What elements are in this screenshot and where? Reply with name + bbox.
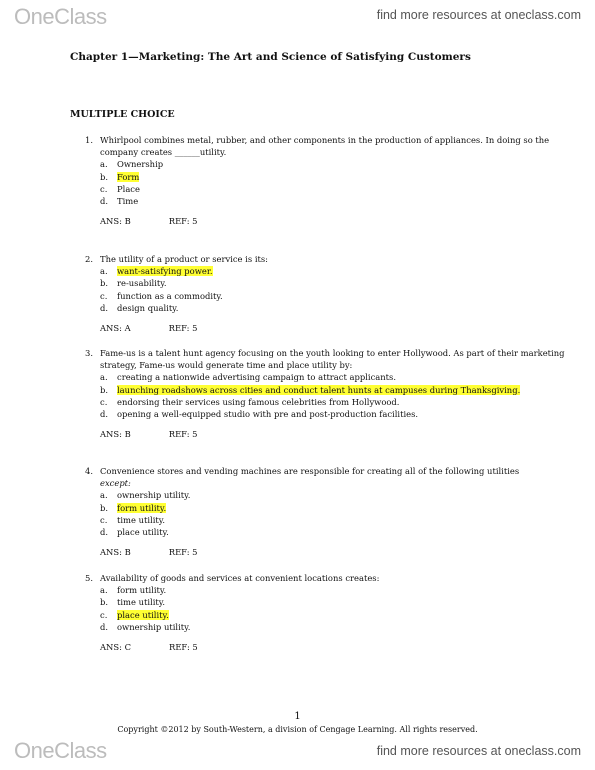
reference: REF: 5 (169, 642, 198, 653)
option-text: opening a well-equipped studio with pre and post-production facilities. (117, 409, 419, 420)
option-text-answer: want-satisfying power. (117, 266, 213, 277)
question-number: 1. (85, 135, 93, 145)
option-letter: c. (100, 183, 108, 194)
reference: REF: 5 (168, 429, 198, 440)
chapter-title: Chapter 1—Marketing: The Art and Science of Satisfying Customers (70, 51, 471, 63)
question-stem: Convenience stores and vending machines are responsible for creating all of the following utilities (100, 466, 520, 476)
option-text-answer: form utility. (117, 502, 167, 513)
option-text: endorsing their services using famous celebrities from Hollywood. (117, 396, 400, 407)
option-text: Ownership (117, 159, 164, 170)
top-bar (0, 0, 595, 30)
option-text: re-usability. (117, 278, 167, 289)
option-text: ownership utility. (117, 621, 191, 632)
option-letter: a. (100, 490, 108, 501)
option-letter: b. (100, 502, 109, 513)
option-text: ownership utility. (117, 490, 191, 501)
resources-link-footer[interactable]: find more resources at oneclass.com (376, 744, 581, 758)
option-letter: a. (100, 372, 108, 383)
option-letter: d. (100, 409, 109, 420)
option-text: form utility. (117, 585, 167, 596)
resources-link[interactable]: find more resources at oneclass.com (376, 8, 581, 22)
question-stem: The utility of a product or service is its: (100, 254, 268, 264)
option-letter: c. (100, 396, 108, 407)
option-text: design quality. (117, 302, 179, 313)
option-letter: d. (100, 196, 109, 207)
copyright-notice: Copyright ©2012 by South-Western, a division of Cengage Learning. All rights reserved. (117, 725, 478, 734)
reference: REF: 5 (168, 323, 198, 334)
question-3 (85, 347, 565, 440)
question-stem-italic: except: (100, 478, 131, 489)
option-text-answer: place utility. (117, 609, 169, 620)
page-number: 1 (294, 711, 301, 722)
question-stem: Availability of goods and services at convenient locations creates: (100, 573, 380, 583)
question-number: 2. (85, 254, 93, 264)
option-text-answer: Form (117, 171, 140, 182)
question-stem: Fame-us is a talent hunt agency focusing on the youth looking to enter Hollywood. As part of their marketing strategy, Fame-us would generate time and place utility by: (100, 348, 565, 371)
answer: ANS: B (100, 429, 131, 440)
section-heading: MULTIPLE CHOICE (70, 109, 175, 120)
option-letter: c. (100, 514, 108, 525)
question-number: 5. (85, 573, 93, 583)
option-letter: c. (100, 290, 108, 301)
option-text: Time (117, 196, 139, 207)
answer: ANS: C (100, 642, 132, 653)
option-letter: c. (100, 609, 108, 620)
option-letter: b. (100, 597, 109, 608)
option-text: function as a commodity. (117, 290, 223, 301)
answer: ANS: B (100, 216, 131, 227)
option-text: time utility. (117, 514, 166, 525)
option-letter: b. (100, 278, 109, 289)
question-number: 4. (85, 466, 93, 476)
oneclass-logo[interactable]: OneClass (14, 4, 107, 29)
option-letter: a. (100, 266, 108, 277)
reference: REF: 5 (168, 547, 198, 558)
option-letter: d. (100, 621, 109, 632)
answer: ANS: A (100, 323, 131, 334)
answer: ANS: B (100, 547, 131, 558)
question-1 (85, 134, 565, 227)
reference: REF: 5 (168, 216, 198, 227)
question-stem: Whirlpool combines metal, rubber, and other components in the production of appliances. In doing so the company creates ______utility. (100, 135, 550, 158)
option-letter: a. (100, 585, 108, 596)
option-letter: b. (100, 171, 109, 182)
option-letter: d. (100, 527, 109, 538)
option-letter: d. (100, 302, 109, 313)
question-2 (85, 253, 565, 334)
question-5 (85, 572, 565, 653)
question-4 (85, 465, 565, 558)
question-number: 3. (85, 348, 93, 358)
oneclass-logo-footer[interactable]: OneClass (14, 738, 107, 763)
option-text-answer: launching roadshows across cities and conduct talent hunts at campuses during Thanksgiving. (117, 384, 521, 395)
option-text: creating a nationwide advertising campaign to attract applicants. (117, 372, 396, 383)
option-text: time utility. (117, 597, 166, 608)
option-letter: a. (100, 159, 108, 170)
option-text: place utility. (117, 527, 169, 538)
option-letter: b. (100, 384, 109, 395)
option-text: Place (117, 183, 140, 194)
